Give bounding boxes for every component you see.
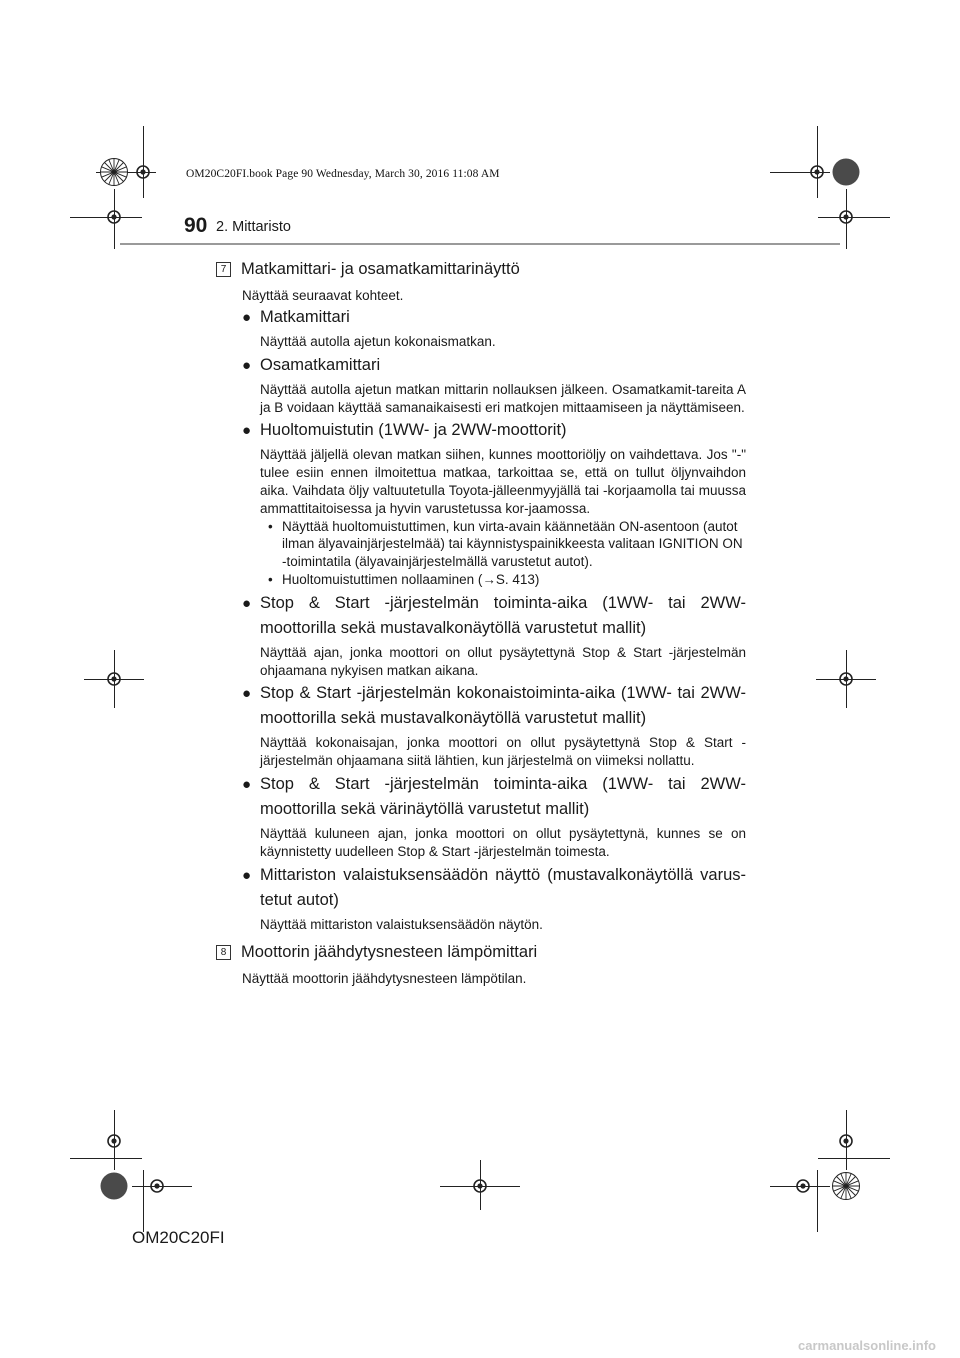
crop-line: [817, 126, 818, 198]
crosshair-icon: [839, 210, 853, 224]
bullet-icon: ●: [242, 309, 252, 326]
bullet-icon: ●: [242, 775, 252, 793]
crosshair-icon: [107, 1134, 121, 1148]
section-heading: [216, 260, 746, 279]
item-title: Stop & Start -järjestelmän kokonaistoiminta-aika (1WW- tai 2WW-moottorilla sekä mustavalkonäytöllä varustetut mallit): [260, 684, 746, 728]
crosshair-icon: [107, 672, 121, 686]
crosshair-icon: [810, 165, 824, 179]
section-number-badge: 7: [216, 262, 231, 277]
item-title: Stop & Start -järjestelmän toiminta-aika (1WW- tai 2WW-moottorilla sekä mustavalkonäytöllä varustetut mallit): [260, 593, 746, 637]
watermark: carmanualsonline.info: [798, 1338, 936, 1353]
crosshair-icon: [136, 165, 150, 179]
bullet-icon: ●: [242, 594, 252, 612]
section-items: [242, 305, 746, 933]
section-7: [216, 260, 746, 933]
manual-code: OM20C20FI: [132, 1228, 225, 1247]
bullet-icon: ●: [242, 422, 252, 440]
crosshair-icon: [473, 1179, 487, 1193]
sub-list-item: [268, 518, 746, 571]
page-reference-link[interactable]: Huoltomuistuttimen nollaaminen (→S. 413): [282, 571, 540, 587]
item-title: Huoltomuistutin (1WW- ja 2WW-moottorit): [260, 421, 567, 440]
sub-bullet-icon: •: [268, 518, 273, 534]
crosshair-icon: [150, 1179, 164, 1193]
section-title: Moottorin jäähdytysnesteen lämpömittari: [241, 943, 538, 962]
crosshair-icon: [839, 672, 853, 686]
item-title: Osamatkamittari: [260, 355, 381, 374]
list-item: [242, 863, 746, 934]
list-item: [242, 591, 746, 680]
list-item: [242, 418, 746, 588]
section-8: [216, 943, 746, 986]
bullet-icon: ●: [242, 866, 252, 884]
filled-disc-icon: [100, 1172, 128, 1200]
item-description: Näyttää kuluneen ajan, jonka moottori on ollut pysäytettynä, kunnes se on käynnistetty uudelleen Stop & Start -järjestelmän toimesta.: [260, 825, 746, 859]
chapter-title: 2. Mittaristo: [216, 219, 291, 235]
list-item: [242, 681, 746, 770]
starburst-icon: [832, 1172, 860, 1200]
item-title: Mittariston valaistuksensäädön näyttö (mustavalkonäytöllä varus-tetut autot): [260, 865, 746, 909]
sub-item-text: Näyttää huoltomuistuttimen, kun virta-avain käännetään ON-asentoon (autot ilman älyavainjärjestelmää) tai käynnistyspainikkeesta valitaan IGNITION ON -toimintatila (älyavainjärjestelmällä varustetut autot).: [282, 518, 743, 570]
section-title: Matkamittari- ja osamatkamittarinäyttö: [241, 260, 520, 278]
crop-line: [143, 1170, 144, 1232]
crosshair-icon: [839, 1134, 853, 1148]
list-item: [242, 772, 746, 861]
section-number-badge: 8: [216, 945, 231, 960]
section-intro: Näyttää moottorin jäähdytysnesteen lämpötilan.: [242, 971, 527, 987]
crosshair-icon: [107, 210, 121, 224]
sub-list-item: [268, 571, 746, 589]
starburst-icon: [100, 158, 128, 186]
crop-line: [817, 1170, 818, 1232]
item-description: Näyttää jäljellä olevan matkan siihen, kunnes moottoriöljy on vaihdettava. Jos "-" tulee esiin ennen ilmoitettua matkaa, tarkoittaa se, että on tullut öljynvaihdon aika. Vaihdata öljy valtuutetulla Toyota-jälleenmyyjällä tai -korjaamolla tai muussa ammattitaitoisessa ja hyvin varustetussa kor-jaamossa.: [260, 447, 746, 516]
item-description: Näyttää kokonaisajan, jonka moottori on ollut pysäytettynä Stop & Start -järjestelmän ohjaamana siitä lähtien, kun järjestelmä on viimeksi nollattu.: [260, 735, 746, 769]
sub-bullet-icon: •: [268, 571, 273, 587]
crop-line: [818, 1158, 890, 1159]
page-number: 90: [184, 214, 208, 237]
bullet-icon: ●: [242, 356, 252, 374]
section-intro: Näyttää seuraavat kohteet.: [242, 288, 404, 303]
crop-line: [70, 217, 142, 218]
filled-disc-icon: [832, 158, 860, 186]
list-item: [242, 305, 746, 351]
crop-line: [70, 1158, 142, 1159]
item-description: Näyttää ajan, jonka moottori on ollut pysäytettynä Stop & Start -järjestelmän ohjaamana nykyisen matkan aikana.: [260, 644, 746, 678]
crop-line: [818, 217, 890, 218]
item-title: Stop & Start -järjestelmän toiminta-aika (1WW- tai 2WW-moottorilla sekä värinäytöllä varustetut mallit): [260, 774, 746, 818]
item-title: Matkamittari: [260, 308, 350, 326]
item-description: Näyttää mittariston valaistuksensäädön näytön.: [260, 916, 543, 932]
bullet-icon: ●: [242, 685, 252, 703]
header-rule: [120, 243, 840, 245]
page-content: [216, 250, 746, 986]
book-stamp: OM20C20FI.book Page 90 Wednesday, March 30, 2016 11:08 AM: [186, 168, 500, 180]
list-item: [242, 353, 746, 417]
crop-line: [143, 126, 144, 198]
item-description: Näyttää autolla ajetun matkan mittarin nollauksen jälkeen. Osamatkamit-tareita A ja B voidaan käyttää samanaikaisesti eri matkojen mittaamiseen ja näyttämiseen.: [260, 381, 746, 415]
section-heading: [216, 943, 746, 962]
crosshair-icon: [796, 1179, 810, 1193]
item-description: Näyttää autolla ajetun kokonaismatkan.: [260, 334, 496, 349]
